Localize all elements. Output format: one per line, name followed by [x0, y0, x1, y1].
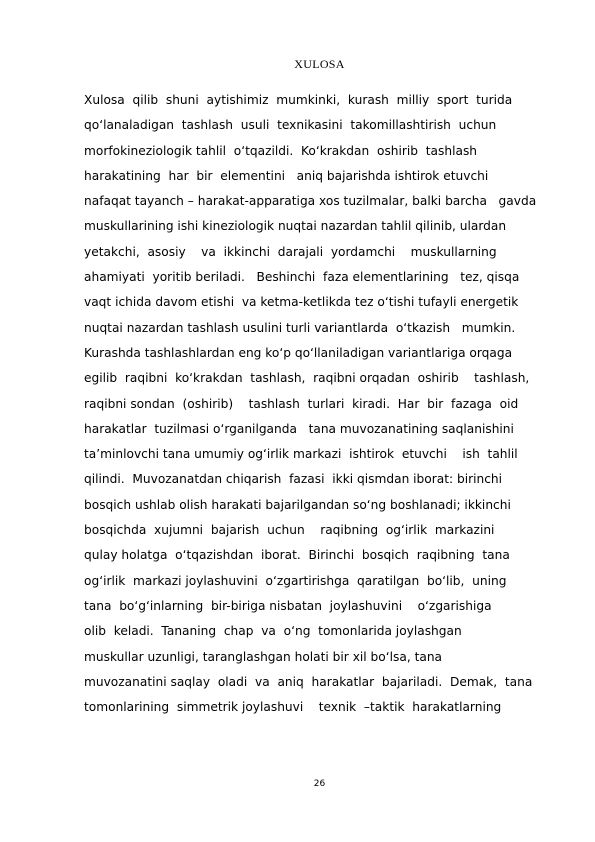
text-line: muskullarining ishi kineziologik nuqtai nazardan tahlil qilinib, ulardan	[84, 219, 507, 234]
text-line: yetakchi, asosiy va ikkinchi darajali yordamchi muskullarning	[84, 244, 497, 259]
text-line: Kurashda tashlashlardan eng ko‘p qo‘llaniladigan variantlariga orqaga	[84, 345, 513, 360]
text-line: egilib raqibni ko‘krakdan tashlash, raqibni orqadan oshirib tashlash,	[84, 371, 530, 386]
text-line: olib keladi. Tananing chap va o‘ng tomonlarida joylashgan	[84, 624, 462, 639]
text-line: ahamiyati yoritib beriladi. Beshinchi faza elementlarining tez, qisqa	[84, 270, 520, 285]
text-line: ta’minlovchi tana umumiy og‘irlik markazi ishtirok etuvchi ish tahlil	[84, 447, 518, 462]
text-line: bosqichda xujumni bajarish uchun raqibning og‘irlik markazini	[84, 523, 495, 538]
text-line: qulay holatga o‘tqazishdan iborat. Birinchi bosqich raqibning tana	[84, 548, 510, 563]
text-line: vaqt ichida davom etishi va ketma-ketlikda tez o‘tishi tufayli energetik	[84, 295, 519, 310]
body-paragraph	[84, 88, 562, 720]
text-line: harakatining har bir elementini aniq bajarishda ishtirok etuvchi	[84, 168, 489, 183]
page-title: XULOSA	[294, 57, 345, 71]
text-line: harakatlar tuzilmasi o‘rganilganda tana muvozanatining saqlanishini	[84, 421, 514, 436]
text-line: tomonlarining simmetrik joylashuvi texnik –taktik harakatlarning	[84, 700, 502, 715]
text-line: muskullar uzunligi, taranglashgan holati bir xil bo‘lsa, tana	[84, 649, 443, 664]
page-number: 26	[313, 779, 326, 789]
text-line: muvozanatini saqlay oladi va aniq harakatlar bajariladi. Demak, tana	[84, 674, 533, 689]
text-line: tana bo‘g‘inlarning bir-biriga nisbatan joylashuvini o‘zgarishiga	[84, 598, 492, 613]
text-line: raqibni sondan (oshirib) tashlash turlari kiradi. Har bir fazaga oid	[84, 396, 519, 411]
text-line: Xulosa qilib shuni aytishimiz mumkinki, kurash milliy sport turida	[84, 93, 513, 107]
text-line: nafaqat tayanch – harakat-apparatiga xos tuzilmalar, balki barcha gavda	[84, 194, 537, 209]
text-line: qilindi. Muvozanatdan chiqarish fazasi ikki qismdan iborat: birinchi	[84, 472, 503, 487]
text-line: bosqich ushlab olish harakati bajarilgandan so‘ng boshlanadi; ikkinchi	[84, 497, 511, 512]
text-line: og‘irlik markazi joylashuvini o‘zgartirishga qaratilgan bo‘lib, uning	[84, 573, 507, 588]
text-line: qo‘lanaladigan tashlash usuli texnikasini takomillashtirish uchun	[84, 118, 497, 133]
text-line: morfokineziologik tahlil o‘tqazildi. Ko‘krakdan oshirib tashlash	[84, 143, 478, 158]
text-line: nuqtai nazardan tashlash usulini turli variantlarda o‘tkazish mumkin.	[84, 320, 516, 335]
